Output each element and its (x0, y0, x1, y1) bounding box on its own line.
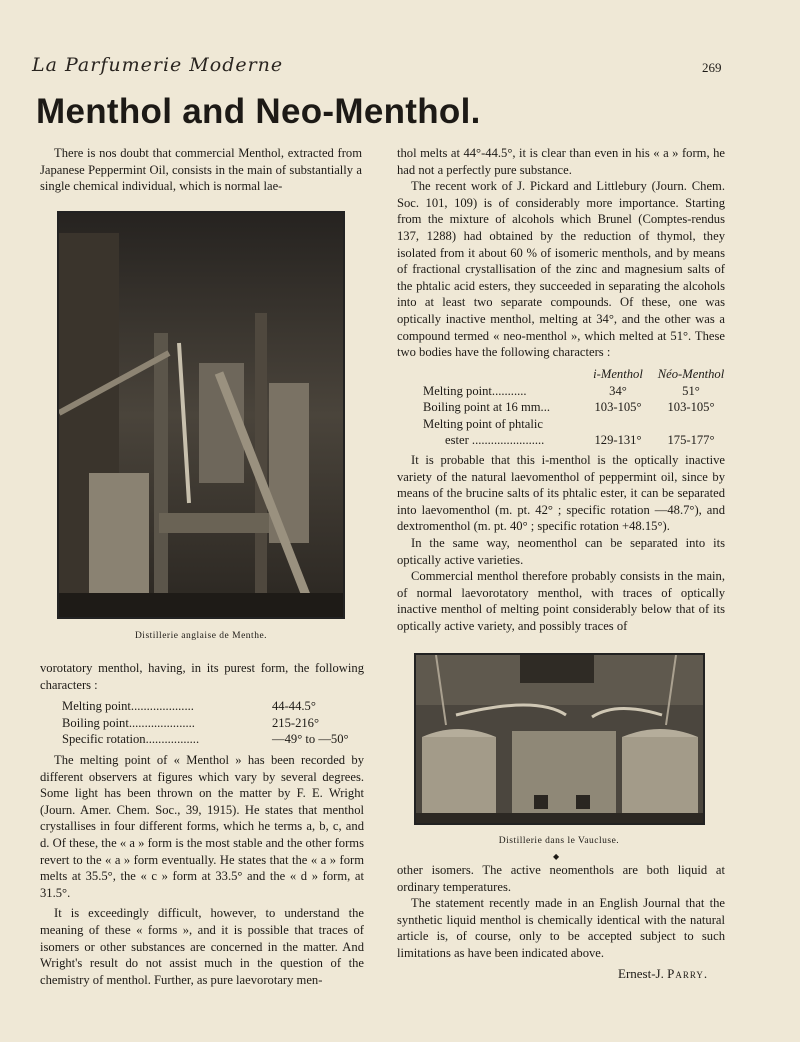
column-1-bottom-text (40, 752, 364, 988)
ornament-icon: ◆ (553, 852, 560, 861)
table-cell: 129-131° (594, 433, 642, 448)
table-row (423, 416, 729, 433)
figure-caption: Distillerie anglaise de Menthe. (134, 631, 268, 641)
table-cell: 51° (682, 383, 700, 398)
characters-row (62, 731, 362, 748)
stills-illustration (416, 655, 703, 823)
paragraph: Commercial menthol therefore probably consists in the main, of normal laevorotatory menthol, with traces of optically inactive menthol of melting point considerably below that of its optically active variety, and possibly traces of (397, 569, 725, 633)
author-last-name: Parry. (667, 966, 709, 981)
paragraph: In the same way, neomenthol can be separated into its optically active varieties. (397, 535, 725, 567)
author-signature (618, 966, 708, 982)
figure-caption: Distillerie dans le Vaucluse. (498, 836, 620, 846)
paragraph: thol melts at 44°-44.5°, it is clear than even in his « a » form, he had not a perfectly pure substance. (397, 146, 725, 177)
column-2-top (397, 145, 725, 361)
table-cell (653, 416, 729, 433)
table-label: Melting point........... (423, 383, 527, 398)
table-header-cell: Néo-Menthol (657, 367, 725, 381)
paragraph: It is probable that this i-menthol is the optically inactive variety of the natural laevomenthol of peppermint oil, since by means of the brucine salts of its phtalic ester, it can be separated into laevomenthol (m. pt. 42° ; specific rotation —48.7°), and dextromenthol (m. pt. 40° ; specific rotation +48.15°). (397, 453, 725, 534)
characters-value: —49° to —50° (272, 732, 349, 747)
table-label: ester ....................... (445, 433, 545, 448)
paragraph: other isomers. The active neomenthols are both liquid at ordinary temperatures. (397, 863, 725, 894)
paragraph: It is exceedingly difficult, however, to understand the meaning of these « forms », and it is possible that traces of isomers or other substances are concerned in the matter. And Wright's result do not assist much in the question of the chemistry of menthol. Further, as pure laevorotary men- (40, 906, 364, 987)
table-label: Boiling point at 16 mm... (423, 400, 550, 415)
table-row (423, 383, 729, 400)
characters-row (62, 698, 362, 715)
column-1-top (40, 145, 362, 195)
characters-list (62, 698, 362, 748)
paragraph: The melting point of « Menthol » has been recorded by different observers at figures which vary by several degrees. Some light has been thrown on the matter by F. E. Wright (Journ. Amer. Chem. Soc., 39, 1915). He states that menthol crystallises in four different forms, which he terms a, b, c, and d. Of these, the « a » form is the most stable and the other forms revert to the « a » form eventually. He states that the « a » form melts at 35.5°, the « c » form at 33.5° and the « d » form, at 31.5°. (40, 753, 364, 900)
paragraph: vorotatory menthol, having, in its purest form, the following characters : (40, 661, 364, 692)
characters-value: 215-216° (272, 715, 320, 730)
table-header-cell: i-Menthol (593, 367, 643, 381)
table-cell: 103-105° (667, 400, 715, 415)
column-2-bottom (397, 862, 725, 962)
characters-value: 44-44.5° (272, 699, 316, 713)
table-row (423, 432, 729, 449)
table-label: Melting point of phtalic (423, 416, 543, 431)
isomer-characters-table (423, 366, 729, 449)
table-cell: 175-177° (667, 433, 715, 448)
page-number: 269 (702, 60, 722, 75)
characters-label: Specific rotation................. (62, 732, 200, 747)
journal-masthead: La Parfumerie Moderne (32, 54, 284, 76)
table-row (423, 399, 729, 416)
article-title: Menthol and Neo-Menthol. (36, 92, 481, 131)
characters-label: Boiling point..................... (62, 715, 195, 730)
table-cell (583, 416, 653, 433)
paragraph: There is nos doubt that commercial Menthol, extracted from Japanese Peppermint Oil, consists in the main of substantially a single chemical individual, which is normal lae- (40, 146, 362, 194)
paragraph: The statement recently made in an English Journal that the synthetic liquid menthol is chemically identical with the natural article is, of course, only to be accepted subject to such limitations as have been indicated above. (397, 896, 725, 960)
table-cell: 34° (609, 383, 627, 398)
table-header (423, 366, 729, 383)
distillery-photo-england (57, 211, 345, 619)
distillery-photo-vaucluse (414, 653, 705, 825)
table-cell: 103-105° (594, 400, 642, 415)
characters-label: Melting point.................... (62, 699, 194, 713)
distillery-illustration (59, 213, 343, 617)
column-2-middle (397, 452, 725, 635)
paragraph: The recent work of J. Pickard and Littlebury (Journ. Chem. Soc. 101, 109) is of considerably more importance. Starting from the mixture of alcohols which Brunel (Comptes-rendus 137, 1288) had obtained by the reduction of thymol, they isolated from it about 60 % of isomeric menthols, and by means of fractional crystallisation of the zinc and magnesium salts of the phtalic acid esters, they succeeded in separating the alcohols into at least two separate compounds. Of these, one was optically inactive menthol, melting at 34°, and the other was a compound termed « neo-menthol », which melted at 51°. These two bodies have the following characters : (397, 179, 725, 360)
column-1-bottom (40, 660, 364, 693)
characters-row (62, 715, 362, 732)
author-first-name: Ernest-J. (618, 966, 668, 981)
